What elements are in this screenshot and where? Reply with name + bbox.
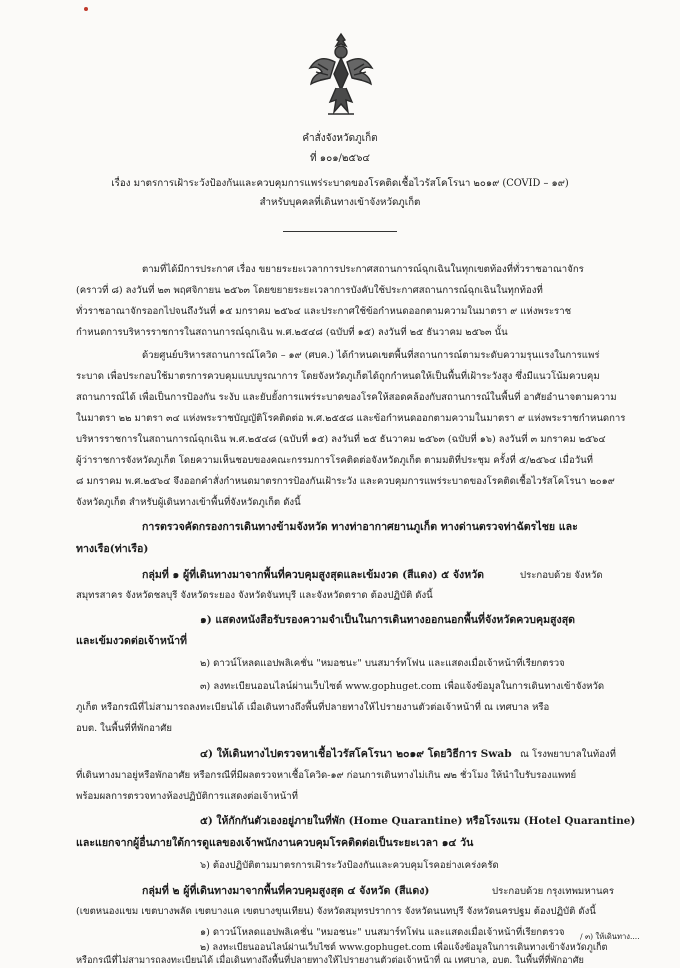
- body-line: กำหนดการบริหารราชการในสถานการณ์ฉุกเฉิน พ.ศ.๒๕๔๘ (ฉบับที่ ๑๕) ลงวันที่ ๒๕ ธันวาคม ๒๕๖๓ นั้น: [76, 327, 508, 338]
- body-line: ๑) ดาวน์โหลดแอปพลิเคชั่น "หมอชนะ" บนสมาร์ทโฟน และแสดงเมื่อเจ้าหน้าที่เรียกตรวจ: [200, 927, 565, 938]
- body-line: สมุทรสาคร จังหวัดชลบุรี จังหวัดระยอง จังหวัดจันทบุรี และจังหวัดตราด ต้องปฏิบัติ ดังนี้: [76, 590, 433, 601]
- order-number: ที่ ๑๐๑/๒๕๖๔: [309, 153, 370, 164]
- body-line: ด้วยศูนย์บริหารสถานการณ์โควิด – ๑๙ (ศบค.) ได้กำหนดเขตพื้นที่สถานการณ์ตามระดับความรุนแรงในการแพร่: [142, 350, 600, 361]
- garuda-emblem-icon: [306, 28, 376, 120]
- body-line: หรือกรณีที่ไม่สามารถลงทะเบียนได้ เมื่อเดินทางถึงพื้นที่ปลายทางให้ไปรายงานตัวต่อเจ้าหน้าที่ ณ เทศบาล, อบต. ในพื้นที่ที่พักอาศัย: [76, 955, 584, 966]
- body-line: ทั่วราชอาณาจักรออกไปจนถึงวันที่ ๑๕ มกราคม ๒๕๖๔ และประกาศใช้ข้อกำหนดออกตามความในมาตรา ๙ แห่งพระราช: [76, 306, 572, 317]
- body-line: ที่เดินทางมาอยู่หรือพักอาศัย หรือกรณีที่มีผลตรวจหาเชื้อโควิด-๑๙ ก่อนการเดินทางไม่เกิน ๗๒ ชั่วโมง ให้นำใบรับรองแพทย์: [76, 770, 577, 781]
- body-line: จังหวัดภูเก็ต สำหรับผู้เดินทางเข้าพื้นที่จังหวัดภูเก็ต ดังนี้: [76, 497, 301, 508]
- body-line: ประกอบด้วย กรุงเทพมหานคร: [492, 886, 615, 897]
- body-line: (คราวที่ ๘) ลงวันที่ ๒๓ พฤศจิกายน ๒๕๖๓ โดยขยายระยะเวลาการบังคับใช้ประกาศสถานการณ์ฉุกเฉินในทุกท้องที่: [76, 285, 543, 296]
- body-line: ๒) ดาวน์โหลดแอปพลิเคชั่น "หมอชนะ" บนสมาร์ทโฟน และแสดงเมื่อเจ้าหน้าที่เรียกตรวจ: [200, 658, 565, 669]
- group-1-item-4: ๔) ให้เดินทางไปตรวจหาเชื้อไวรัสโคโรนา ๒๐๑๙ โดยวิธีการ Swab: [200, 748, 512, 760]
- body-line: ๒) ลงทะเบียนออนไลน์ผ่านเว็บไซต์ www.gophuget.com เพื่อแจ้งข้อมูลในการเดินทางเข้าจังหวัดภูเก็ต: [200, 942, 608, 953]
- body-line: ๓) ลงทะเบียนออนไลน์ผ่านเว็บไซต์ www.gophuget.com เพื่อแจ้งข้อมูลในการเดินทางเข้าจังหวัด: [200, 681, 605, 692]
- body-line: ประกอบด้วย จังหวัด: [520, 570, 603, 581]
- body-line: บริหารราชการในสถานการณ์ฉุกเฉิน พ.ศ.๒๕๔๘ (ฉบับที่ ๑๕) ลงวันที่ ๒๕ ธันวาคม ๒๕๖๓ (ฉบับที่ ๑๖) ลงวันที่ ๓ มกราคม ๒๕๖๔: [76, 434, 606, 445]
- body-line: ตามที่ได้มีการประกาศ เรื่อง ขยายระยะเวลาการประกาศสถานการณ์ฉุกเฉินในทุกเขตท้องที่ทั่วราชอาณาจักร: [142, 264, 584, 275]
- body-line: สถานการณ์ได้ เพื่อเป็นการป้องกัน ระงับ และยับยั้งการแพร่ระบาดของโรคให้สอดคล้องกับสถานการณ์ในพื้นที่ อาศัยอำนาจตามความ: [76, 392, 617, 403]
- subject-line-1: เรื่อง มาตรการเฝ้าระวังป้องกันและควบคุมการแพร่ระบาดของโรคติดเชื้อไวรัสโคโรนา ๒๐๑๙ (COVID – ๑๙): [111, 178, 569, 189]
- red-mark: [84, 7, 88, 11]
- subject-line-2: สำหรับบุคคลที่เดินทางเข้าจังหวัดภูเก็ต: [259, 197, 421, 208]
- divider: [283, 231, 397, 232]
- body-line: (เขตหนองแขม เขตบางพลัด เขตบางแค เขตบางขุนเทียน) จังหวัดสมุทรปราการ จังหวัดนนทบุรี จังหวัดนครปฐม ต้องปฏิบัติ ดังนี้: [76, 906, 596, 917]
- body-line: ภูเก็ต หรือกรณีที่ไม่สามารถลงทะเบียนได้ เมื่อเดินทางถึงพื้นที่ปลายทางให้ไปรายงานตัวต่อเจ้าหน้าที่ ณ เทศบาล หรือ: [76, 702, 550, 713]
- group-1-item-5: ๕) ให้กักกันตัวเองอยู่ภายในที่พัก (Home Quarantine) หรือโรงแรม (Hotel Quarantine): [200, 815, 636, 827]
- group-2-heading: กลุ่มที่ ๒ ผู้ที่เดินทางมาจากพื้นที่ควบคุมสูงสุด ๔ จังหวัด (สีแดง): [142, 885, 430, 897]
- group-1-item-1: ๑) แสดงหนังสือรับรองความจำเป็นในการเดินทางออกนอกพื้นที่จังหวัดควบคุมสูงสุด: [200, 614, 576, 626]
- section-heading: ทางเรือ(ท่าเรือ): [76, 543, 149, 555]
- body-line: ระบาด เพื่อประกอบใช้มาตรการควบคุมแบบบูรณาการ โดยจังหวัดภูเก็ตได้ถูกกำหนดให้เป็นพื้นที่เฝ้าระวังสูง ซึ่งมีแนวโน้มควบคุม: [76, 371, 600, 382]
- group-1-item-1-cont: และเข้มงวดต่อเจ้าหน้าที่: [76, 635, 188, 647]
- order-title: คำสั่งจังหวัดภูเก็ต: [302, 133, 378, 144]
- body-line: ผู้ว่าราชการจังหวัดภูเก็ต โดยความเห็นชอบของคณะกรรมการโรคติดต่อจังหวัดภูเก็ต ตามมติที่ประชุม ครั้งที่ ๕/๒๕๖๔ เมื่อวันที่: [76, 455, 593, 466]
- body-line: อบต. ในพื้นที่ที่พักอาศัย: [76, 723, 172, 734]
- body-line: ในมาตรา ๒๒ มาตรา ๓๔ แห่งพระราชบัญญัติโรคติดต่อ พ.ศ.๒๕๕๘ และข้อกำหนดออกตามความในมาตรา ๙ แห่งพระราชกำหนดการ: [76, 413, 626, 424]
- body-line: ๘ มกราคม พ.ศ.๒๕๖๔ จึงออกคำสั่งกำหนดมาตรการป้องกันเฝ้าระวัง และควบคุมการแพร่ระบาดของโรคติดเชื้อไวรัสโคโรนา ๒๐๑๙: [76, 476, 615, 487]
- body-line: ๖) ต้องปฏิบัติตามมาตรการเฝ้าระวังป้องกันและควบคุมโรคอย่างเคร่งครัด: [200, 860, 499, 871]
- group-1-item-5-cont: และแยกจากผู้อื่นภายใต้การดูแลของเจ้าพนักงานควบคุมโรคติดต่อเป็นระยะเวลา ๑๔ วัน: [76, 837, 474, 849]
- continuation-marker: / ๓) ให้เดินทาง....: [580, 932, 640, 941]
- body-line: ณ โรงพยาบาลในท้องที่: [520, 749, 616, 760]
- body-line: พร้อมผลการตรวจทางห้องปฏิบัติการแสดงต่อเจ้าหน้าที่: [76, 791, 298, 802]
- section-heading: การตรวจคัดกรองการเดินทางข้ามจังหวัด ทางท่าอากาศยานภูเก็ต ทางด่านตรวจท่าฉัตรไชย และ: [142, 521, 578, 533]
- group-1-heading: กลุ่มที่ ๑ ผู้ที่เดินทางมาจากพื้นที่ควบคุมสูงสุดและเข้มงวด (สีแดง) ๕ จังหวัด: [142, 569, 485, 581]
